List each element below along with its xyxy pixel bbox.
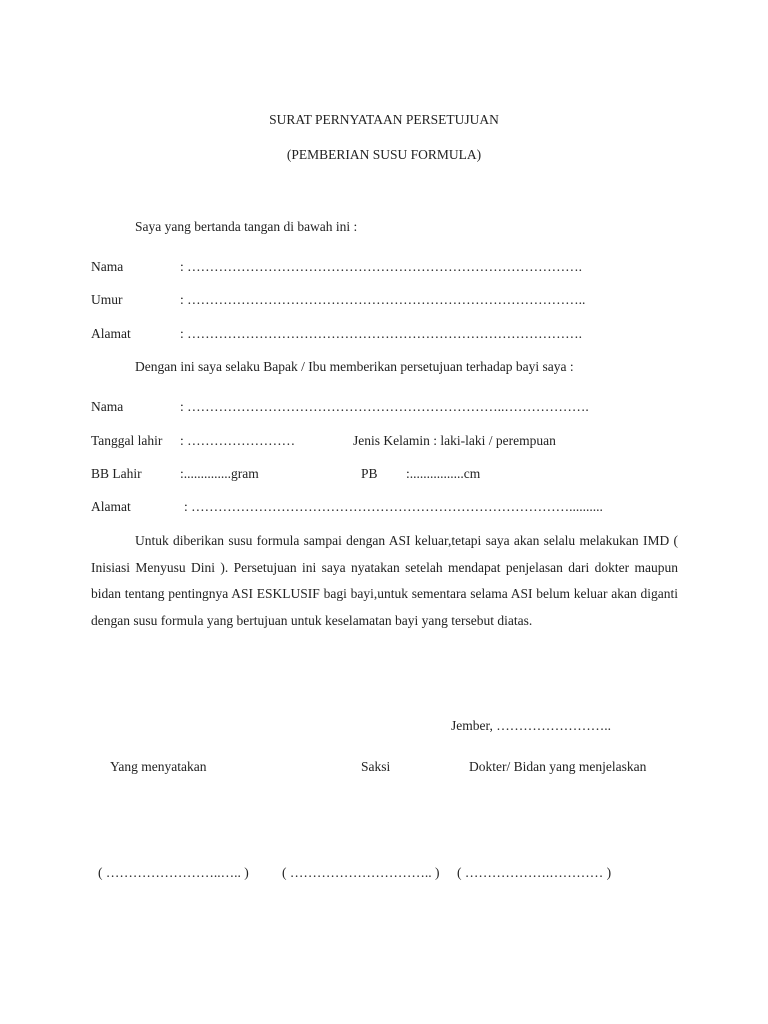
parent-name-field: : ……………………………………………………………………………. — [180, 259, 583, 274]
body-paragraph: Untuk diberikan susu formula sampai dengan ASI keluar,tetapi saya akan selalu melakukan IMD ( Inisiasi Menyusu Dini ). Persetujuan ini saya nyatakan setelah mendapat penjelasan dari dokter maupun bidan tentang pentingnya ASI ESKLUSIF bagi bayi,untuk sementara selama ASI belum keluar akan diganti dengan susu formula yang bertujuan untuk keselamatan bayi yang tersebut diatas. — [91, 533, 678, 628]
witness-label: Saksi — [361, 759, 391, 774]
parent-address-field: : ……………………………………………………………………………. — [180, 326, 583, 341]
doctor-signature-line: ( ……………….………… ) — [457, 865, 612, 880]
baby-address-field: : ………………………………………………………………………….......... — [184, 499, 603, 514]
baby-address-label: Alamat — [91, 499, 131, 514]
doctor-label: Dokter/ Bidan yang menjelaskan — [469, 759, 647, 774]
baby-name-label: Nama — [91, 399, 124, 414]
witness-signature-line: ( ………………………….. ) — [282, 865, 440, 880]
parent-age-field: : …………………………………………………………………………….. — [180, 292, 586, 307]
baby-pb-label: PB — [361, 466, 378, 481]
place-date: Jember, …………………….. — [451, 718, 611, 733]
parent-age-label: Umur — [91, 292, 123, 307]
declarant-label: Yang menyatakan — [110, 759, 207, 774]
baby-dob-label: Tanggal lahir — [91, 433, 163, 448]
document-title: SURAT PERNYATAAN PERSETUJUAN — [269, 112, 499, 127]
parent-name-label: Nama — [91, 259, 124, 274]
intro-text: Saya yang bertanda tangan di bawah ini : — [135, 219, 358, 234]
baby-bb-field: :..............gram — [180, 466, 259, 481]
baby-name-field: : ……………………………………………………………..………………. — [180, 399, 589, 414]
consent-statement: Dengan ini saya selaku Bapak / Ibu memberikan persetujuan terhadap bayi saya : — [135, 359, 574, 374]
baby-gender-field: Jenis Kelamin : laki-laki / perempuan — [353, 433, 556, 448]
baby-bb-label: BB Lahir — [91, 466, 142, 481]
baby-pb-field: :................cm — [406, 466, 481, 481]
declarant-signature-line: ( ……………………..….. ) — [98, 865, 249, 880]
baby-dob-field: : …………………… — [180, 433, 296, 448]
parent-address-label: Alamat — [91, 326, 131, 341]
document-subtitle: (PEMBERIAN SUSU FORMULA) — [286, 147, 482, 162]
